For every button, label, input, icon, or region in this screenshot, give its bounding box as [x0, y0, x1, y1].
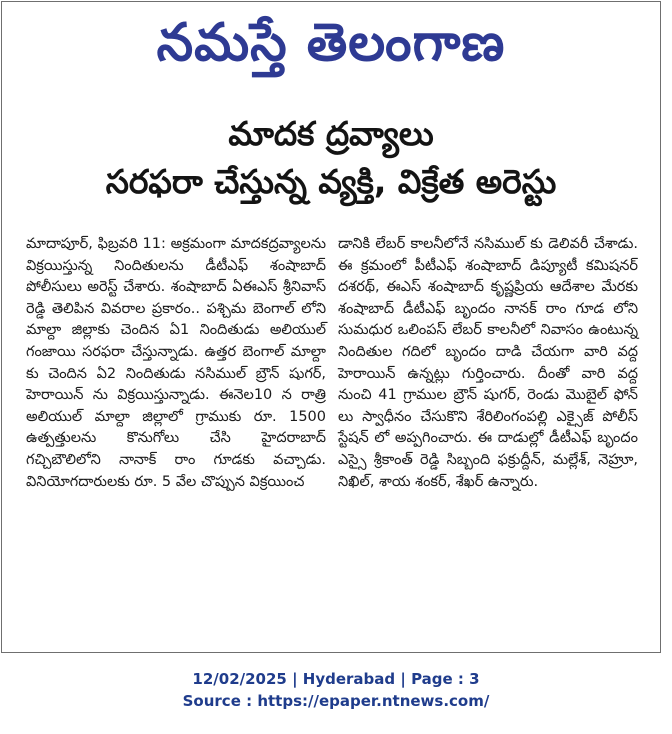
caption-source-line: Source : https://epaper.ntnews.com/ [182, 692, 490, 710]
article-column-left: మాదాపూర్, ఫిబ్రవరి 11: అక్రమంగా మాదకద్రవ్యాలను విక్రయిస్తున్న నిందితులను డీటీఎఫ్ శంషాబాద్ పోలీసులు అరెస్ట్ చేశారు. శంషాబాద్ ఏఈఎస్ శ్రీనివాస్ రెడ్డి తెలిపిన వివరాల ప్రకారం.. పశ్చిమ బెంగాల్ లోని మాల్దా జిల్లాకు చెందిన ఏ1 నిందితుడు అలియుల్ గంజాయి సరఫరా చేస్తున్నాడు. ఉత్తర బెంగాల్ మాల్దా కు చెందిన ఏ2 నిందితుడు నసిముల్ బ్రౌన్ షుగర్, హెరాయిన్ ను విక్రయిస్తున్నాడు. ఈనెల10 న రాత్రి అలియుల్ మాల్దా జిల్లాలో గ్రాముకు రూ. 1500 ఉత్పత్తులను కొనుగోలు చేసి హైదరాబాద్ గచ్చిబౌలిలోని నానాక్ రాం గూడకు వచ్చాడు. వినియోగదారులకు రూ. 5 వేల చొప్పున విక్రయించ [26, 236, 326, 490]
article-body [26, 234, 638, 642]
headline-line-2: సరఫరా చేస్తున్న వ్యక్తి, విక్రేత అరెస్టు [105, 162, 557, 201]
caption-date-line: 12/02/2025 | Hyderabad | Page : 3 [192, 670, 480, 688]
masthead-title: నమస్తే తెలంగాణ [156, 13, 506, 73]
source-caption [0, 668, 672, 712]
masthead [2, 2, 660, 90]
headline-line-1: మాదక ద్రవ్యాలు [228, 114, 434, 153]
article-column-right: డానికి లేబర్ కాలనీలోనే నసిముల్ కు డెలివరీ చేశాడు. ఈ క్రమంలో పీటీఎఫ్ శంషాబాద్ డిప్యూటీ కమిషనర్ దశరథ్, ఈఎస్ శంషాబాద్ కృష్ణప్రియ ఆదేశాల మేరకు శంషాబాద్ డీటీఎఫ్ బృందం నానక్ రాం గూడ లోని సుమధుర ఒలింపస్ లేబర్ కాలనీలో నివాసం ఉంటున్న నిందితుల గదిలో బృందం దాడి చేయగా వారి వద్ద హెరాయిన్ ఉన్నట్లు గుర్తించారు. దీంతో వారి వద్ద నుంచి 41 గ్రాముల బ్రౌన్ షుగర్, రెండు మొబైల్ ఫోన్ లు స్వాధీనం చేసుకొని శేరిలింగంపల్లి ఎక్సైజ్ పోలీస్ స్టేషన్ లో అప్పగించారు. ఈ దాడుల్లో డీటీఎఫ్ బృందం ఎస్సై శ్రీకాంత్ రెడ్డి సిబ్బంది ఫక్రుద్దీన్, మల్లేశ్, నెహ్రూ, నిఖిల్, శాయ శంకర్, శేఖర్ ఉన్నారు. [338, 236, 638, 490]
article-headline [2, 110, 660, 206]
newspaper-clipping [1, 1, 661, 653]
